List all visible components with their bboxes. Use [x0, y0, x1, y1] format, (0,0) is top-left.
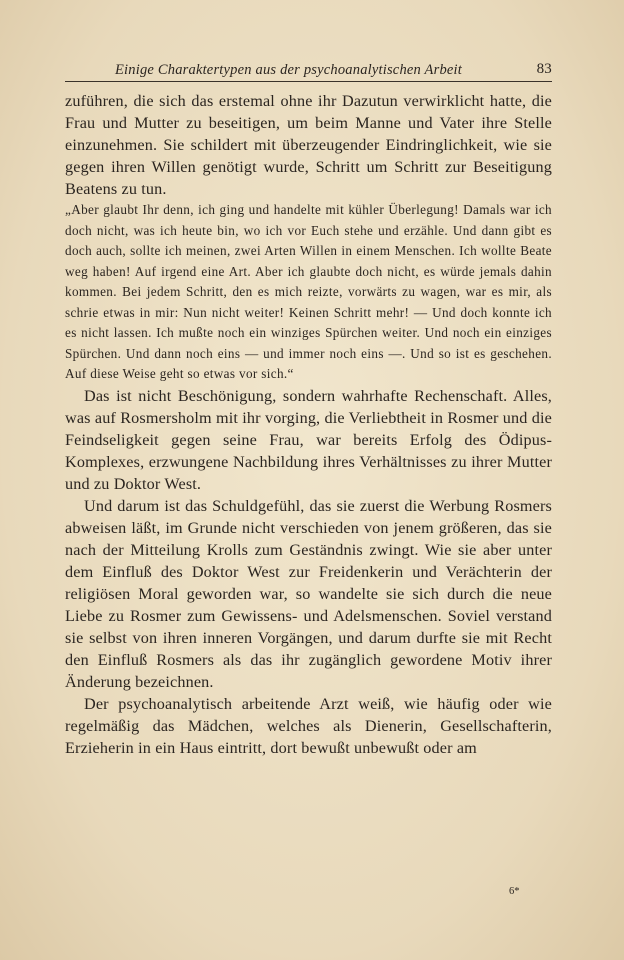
body-text [65, 90, 552, 759]
running-title: Einige Charaktertypen aus der psychoanalytischen Arbeit [115, 62, 462, 78]
paragraph-4: Der psychoanalytisch arbeitende Arzt weiß, wie häufig oder wie regelmäßig das Mädchen, welches als Dienerin, Gesellschafterin, Erzieherin in ein Haus eintritt, dort bewußt unbewußt oder am [65, 694, 552, 757]
signature-mark: 6* [509, 886, 520, 897]
paragraph-2: Das ist nicht Beschönigung, sondern wahrhafte Rechenschaft. Alles, was auf Rosmersholm mit ihr vorging, die Verliebtheit in Rosmer und die Feindseligkeit gegen seine Frau, war bereits Erfolg des Ödipus-Komplexes, erzwungene Nachbildung ihres Verhältnisses zu ihrer Mutter und zu Doktor West. [65, 386, 552, 493]
paragraph-1: zuführen, die sich das erstemal ohne ihr Dazutun verwirklicht hatte, die Frau und Mutter zu beseitigen, um beim Manne und Vater ihre Stelle einzunehmen. Sie schildert mit überzeugender Eindringlichkeit, wie sie gegen ihren Willen genötigt wurde, Schritt um Schritt zur Beseitigung Beatens zu tun. [65, 92, 552, 198]
header-rule [65, 81, 552, 82]
block-quote: „Aber glaubt Ihr denn, ich ging und handelte mit kühler Überlegung! Damals war ich doch nicht, was ich heute bin, wo ich vor Euch stehe und erzähle. Und dann gibt es doch auch, sollte ich meinen, zwei Arten Willen in einem Menschen. Ich wollte Beate weg haben! Auf irgend eine Art. Aber ich glaubte doch nicht, es würde jemals dahin kommen. Bei jedem Schritt, den es mich reizte, vorwärts zu wagen, war es mir, als schrie etwas in mir: Nun nicht weiter! Keinen Schritt mehr! — Und doch konnte ich es nicht lassen. Ich mußte noch ein winziges Spürchen weiter. Und noch ein einziges Spürchen. Und dann noch eins — und immer noch eins —. Und so ist es geschehen. Auf diese Weise geht so etwas vor sich.“ [65, 202, 552, 381]
paragraph-3: Und darum ist das Schuldgefühl, das sie zuerst die Werbung Rosmers abweisen läßt, im Grunde nicht verschieden von jenem größeren, das sie nach der Mitteilung Krolls zum Geständnis zwingt. Wie sie aber unter dem Einfluß des Doktor West zur Freidenkerin und Verächterin der religiösen Moral geworden war, so wandelte sie sich durch die neue Liebe zu Rosmer zum Gewissens- und Adelsmenschen. Soviel verstand sie selbst von ihren inneren Vorgängen, und darum durfte sie mit Recht den Einfluß Rosmers als das ihr zugänglich gewordene Motiv ihrer Änderung bezeichnen. [65, 496, 552, 691]
page-number: 83 [536, 61, 552, 77]
